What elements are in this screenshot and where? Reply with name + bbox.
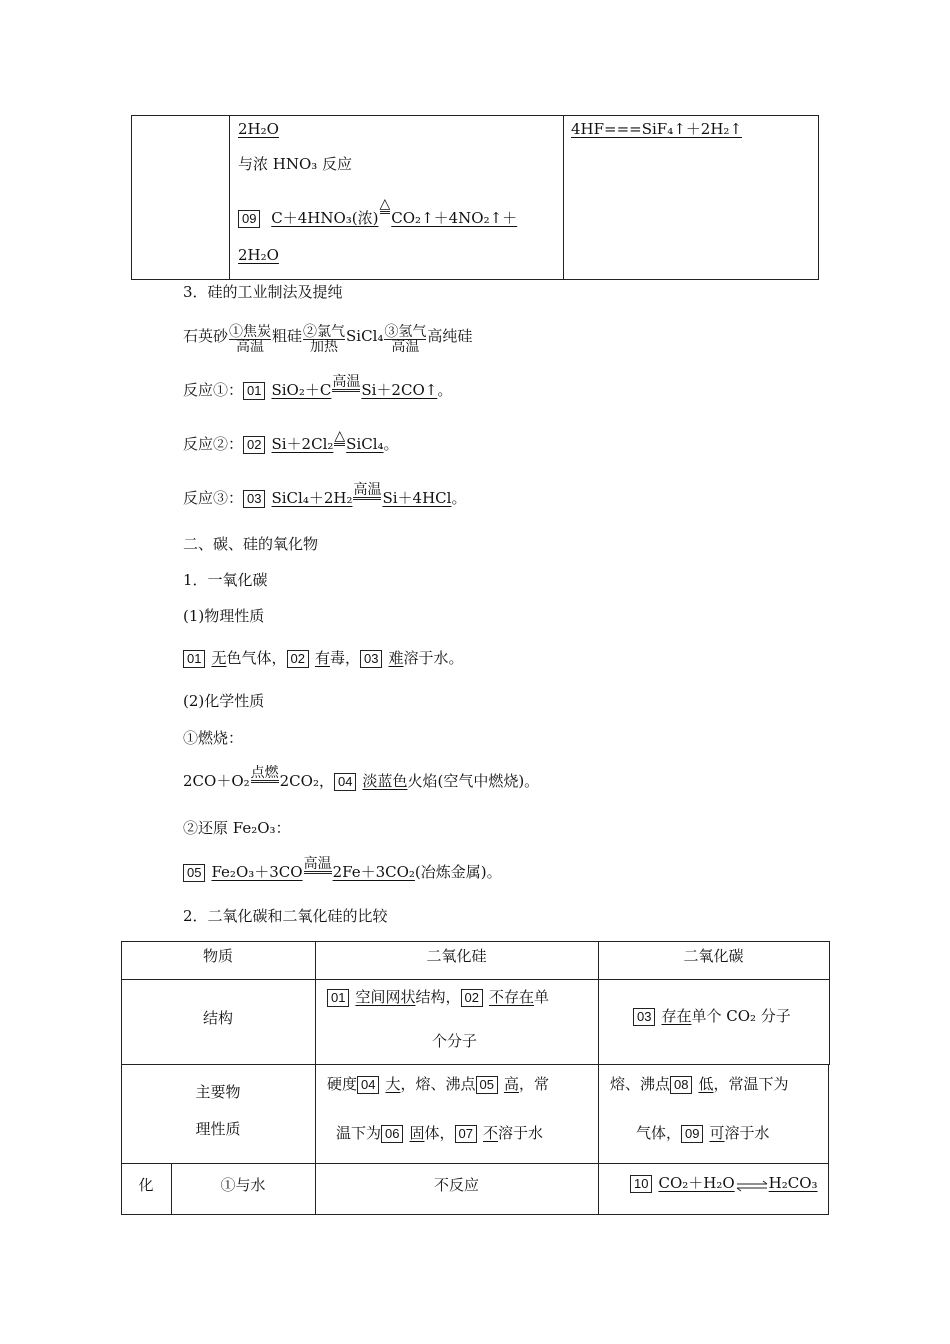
row-chemical-label: 化 (138, 1176, 154, 1194)
answer-insoluble: 难 (388, 649, 404, 667)
text: 气体， (636, 1124, 682, 1142)
answer-box-07: 07 (455, 1125, 477, 1143)
header-sio2: 二氧化硅 (426, 947, 487, 965)
combustion-title: ①燃烧： (183, 729, 244, 747)
reaction-1-end: 。 (437, 381, 453, 399)
answer-not: 不 (482, 1124, 498, 1142)
reduction-lhs: Fe₂O₃＋3CO (211, 863, 303, 881)
answer-not-exist: 不存在 (488, 988, 534, 1006)
ignite-condition: 点燃 (250, 765, 279, 781)
text: 硬度 (327, 1075, 358, 1093)
reaction-3 (183, 482, 466, 514)
answer-box-10: 10 (630, 1175, 652, 1193)
flow-step-quartz: 石英砂 (183, 327, 229, 345)
answer-box-01: 01 (183, 650, 205, 668)
answer-box-05: 05 (476, 1076, 498, 1094)
sio2-structure-line2: 个分子 (432, 1032, 478, 1050)
physical-properties-title: (1)物理性质 (183, 607, 265, 625)
text: 结构， (415, 988, 461, 1006)
silicon-process-flow (183, 318, 472, 354)
row-physical-label-1: 主要物 (195, 1083, 241, 1101)
text: 火焰(空气中燃烧)。 (407, 772, 540, 790)
comparison-title: 2．二氧化碳和二氧化硅的比较 (183, 907, 388, 925)
reaction-2-condition: △ (334, 428, 346, 444)
reaction-1 (183, 374, 452, 406)
flow-arrow-3: ③氢气 高温 (384, 324, 427, 355)
answer-high: 高 (503, 1075, 519, 1093)
reaction-1-condition: 高温 (332, 374, 361, 390)
sio2-physical-line2 (336, 1124, 543, 1143)
row-structure-label: 结构 (202, 1009, 233, 1027)
flow-step-pure-si: 高纯硅 (427, 327, 473, 345)
reaction-2-lhs: Si＋2Cl₂ (271, 435, 334, 453)
sio2-physical-line1 (327, 1075, 549, 1094)
answer-box-08: 08 (670, 1076, 692, 1094)
answer-large: 大 (385, 1075, 401, 1093)
answer-box-02: 02 (243, 436, 265, 454)
top-table-c2-line2: 与浓 HNO₃ 反应 (238, 155, 353, 173)
top-table-c2-line1: 2H₂O (238, 120, 279, 138)
answer-box-03: 03 (243, 490, 265, 508)
answer-box-03: 03 (633, 1008, 655, 1026)
nitric-eq-rhs: CO₂↑＋4NO₂↑＋ (391, 209, 518, 227)
answer-soluble: 可 (709, 1124, 725, 1142)
flow-arrow-1: ①焦炭 高温 (229, 324, 272, 355)
reaction-1-rhs: Si＋2CO↑ (361, 381, 438, 399)
co2-water-reaction (630, 1174, 818, 1193)
combustion-equation (183, 765, 539, 797)
answer-box-05: 05 (183, 864, 205, 882)
top-table-c2-line3 (238, 197, 517, 228)
flow-arrow-2: ②氯气 加热 (303, 324, 346, 355)
row-water-label: ①与水 (220, 1176, 266, 1194)
answer-solid: 固 (409, 1124, 425, 1142)
reversible-arrow-icon (735, 1178, 769, 1190)
co-title: 1．一氧化碳 (183, 571, 268, 589)
text: (冶炼金属)。 (414, 863, 502, 881)
text: ，常 (519, 1075, 550, 1093)
top-table-c3-line1: 4HF===SiF₄↑＋2H₂↑ (571, 120, 743, 138)
reaction-1-lhs: SiO₂＋C (271, 381, 332, 399)
row-physical-label-2: 理性质 (195, 1120, 241, 1138)
sio2-water-reaction: 不反应 (433, 1176, 479, 1194)
co2-physical-line1 (610, 1075, 789, 1094)
answer-light-blue: 淡蓝色 (362, 772, 408, 790)
reduction-title: ②还原 Fe₂O₃： (183, 819, 291, 837)
reaction-3-rhs: Si＋4HCl (382, 489, 452, 507)
text: 单 (533, 988, 549, 1006)
reaction-1-label: 反应①： (183, 381, 244, 399)
text: ，常温下为 (713, 1075, 789, 1093)
answer-box-02: 02 (287, 650, 309, 668)
co2-physical-line2 (636, 1124, 770, 1143)
answer-box-04: 04 (357, 1076, 379, 1094)
reduction-condition: 高温 (303, 856, 332, 872)
reaction-3-label: 反应③： (183, 489, 244, 507)
header-co2: 二氧化碳 (683, 947, 744, 965)
reaction-2-label: 反应②： (183, 435, 244, 453)
text: 毒， (329, 649, 360, 667)
answer-box-04: 04 (334, 773, 356, 791)
combustion-rhs: 2CO₂， (279, 772, 334, 790)
answer-box-06: 06 (381, 1125, 403, 1143)
header-substance: 物质 (202, 947, 233, 965)
sio2-structure-line1 (327, 988, 549, 1007)
answer-box-03: 03 (360, 650, 382, 668)
section-3-title: 3．硅的工业制法及提纯 (183, 283, 343, 301)
answer-box-02: 02 (461, 989, 483, 1007)
answer-box-09: 09 (238, 210, 260, 228)
answer-box-01: 01 (243, 382, 265, 400)
combustion-lhs: 2CO＋O₂ (183, 772, 250, 790)
top-table-c2-line4: 2H₂O (238, 246, 279, 264)
heat-condition: △ (379, 196, 391, 212)
co2-structure (633, 1007, 791, 1026)
flow-step-sicl4: SiCl₄ (346, 327, 384, 345)
answer-box-09: 09 (681, 1125, 703, 1143)
reduction-equation (183, 856, 502, 888)
answer-network: 空间网状 (355, 988, 416, 1006)
part-2-title: 二、碳、硅的氧化物 (183, 535, 319, 553)
text: 熔、沸点 (610, 1075, 671, 1093)
text: 温下为 (336, 1124, 382, 1142)
answer-exist: 存在 (661, 1007, 692, 1025)
co-physical-properties (183, 649, 464, 668)
answer-toxic: 有 (314, 649, 330, 667)
reaction-3-lhs: SiCl₄＋2H₂ (271, 489, 353, 507)
reaction-2-rhs: SiCl₄ (346, 435, 384, 453)
text: 体， (424, 1124, 455, 1142)
text: 单个 CO₂ 分子 (691, 1007, 791, 1025)
answer-colorless: 无 (211, 649, 227, 667)
reduction-rhs: 2Fe＋3CO₂ (332, 863, 415, 881)
reaction-3-condition: 高温 (353, 482, 382, 498)
text: ，熔、沸点 (400, 1075, 476, 1093)
chemical-properties-title: (2)化学性质 (183, 692, 265, 710)
reaction-2 (183, 428, 399, 460)
reaction-2-end: 。 (383, 435, 399, 453)
answer-low: 低 (698, 1075, 714, 1093)
text: 色气体， (226, 649, 287, 667)
co2-water-rhs: H₂CO₃ (768, 1174, 818, 1192)
text: 溶于水 (498, 1124, 544, 1142)
reaction-3-end: 。 (451, 489, 467, 507)
co2-water-lhs: CO₂＋H₂O (658, 1174, 735, 1192)
text: 溶于水 (724, 1124, 770, 1142)
nitric-eq-lhs: C＋4HNO₃(浓) (271, 209, 379, 227)
text: 溶于水。 (403, 649, 464, 667)
answer-box-01: 01 (327, 989, 349, 1007)
flow-step-crude-si: 粗硅 (272, 327, 303, 345)
